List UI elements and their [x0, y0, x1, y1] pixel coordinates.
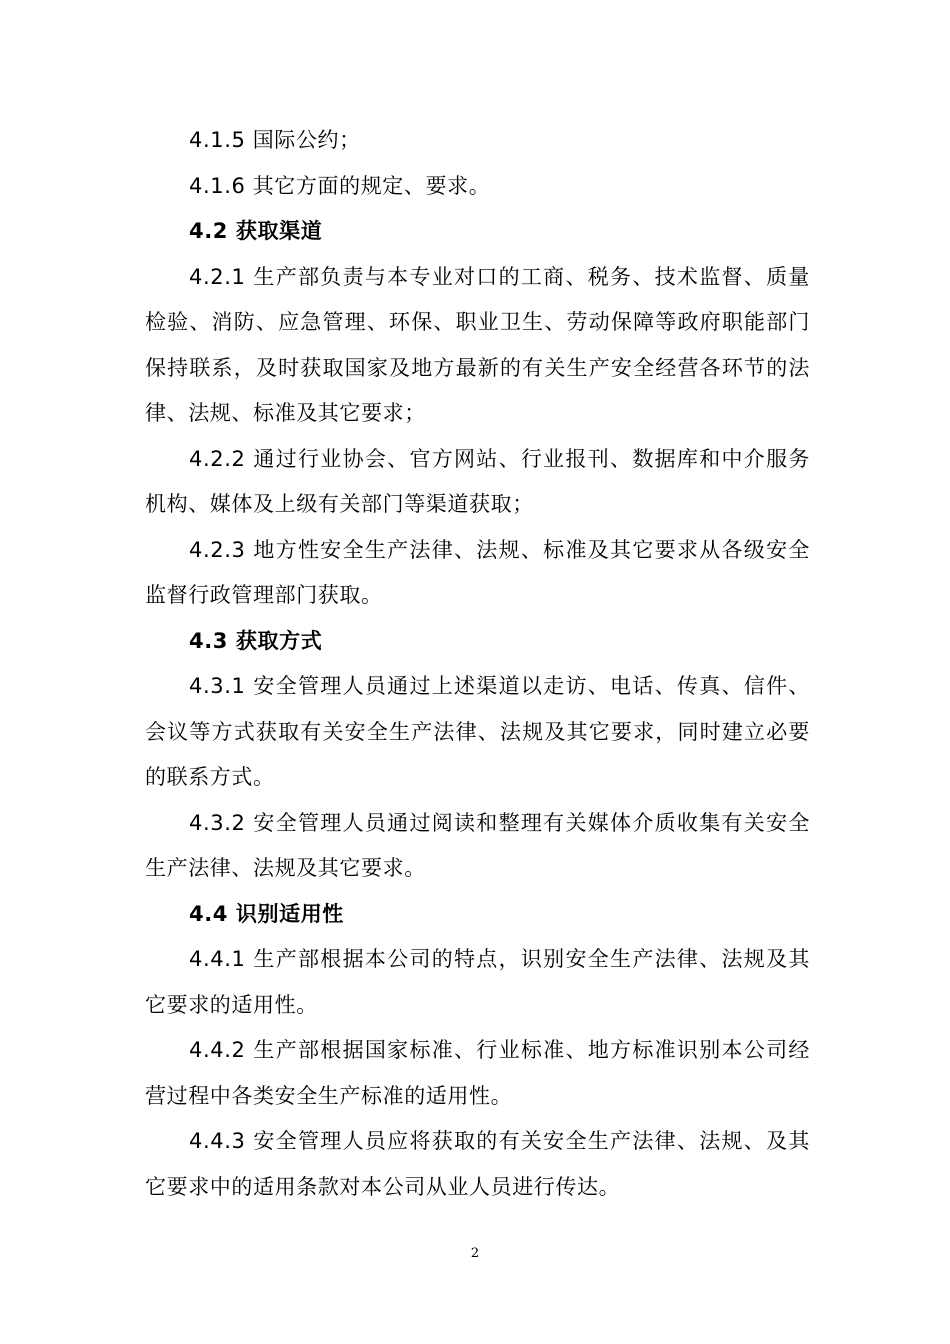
- paragraph-4-2-1: 4.2.1 生产部负责与本专业对口的工商、税务、技术监督、质量检验、消防、应急管理、环保、职业卫生、劳动保障等政府职能部门保持联系，及时获取国家及地方最新的有关生产安全经营各环节的法律、法规、标准及其它要求；: [145, 264, 810, 425]
- paragraph-4-1-6: 4.1.6 其它方面的规定、要求。: [189, 173, 491, 198]
- paragraph-4-2-2: 4.2.2 通过行业协会、官方网站、行业报刊、数据库和中介服务机构、媒体及上级有关部门等渠道获取；: [145, 446, 810, 516]
- paragraph-4-2-3: 4.2.3 地方性安全生产法律、法规、标准及其它要求从各级安全监督行政管理部门获取。: [145, 537, 810, 607]
- paragraph-4-3-1: 4.3.1 安全管理人员通过上述渠道以走访、电话、传真、信件、会议等方式获取有关安全生产法律、法规及其它要求，同时建立必要的联系方式。: [145, 674, 810, 789]
- page-number: 2: [470, 1246, 480, 1261]
- document-body: [145, 118, 810, 1210]
- section-heading-4-2: 4.2 获取渠道: [189, 219, 323, 243]
- paragraph-4-3-2: 4.3.2 安全管理人员通过阅读和整理有关媒体介质收集有关安全生产法律、法规及其它要求。: [145, 810, 810, 880]
- paragraph-4-4-3: 4.4.3 安全管理人员应将获取的有关安全生产法律、法规、及其它要求中的适用条款对本公司从业人员进行传达。: [145, 1129, 810, 1199]
- paragraph-4-4-2: 4.4.2 生产部根据国家标准、行业标准、地方标准识别本公司经营过程中各类安全生产标准的适用性。: [145, 1038, 810, 1108]
- section-heading-4-3: 4.3 获取方式: [189, 628, 323, 653]
- paragraph-4-4-1: 4.4.1 生产部根据本公司的特点，识别安全生产法律、法规及其它要求的适用性。: [145, 947, 810, 1017]
- section-heading-4-4: 4.4 识别适用性: [189, 901, 344, 926]
- paragraph-4-1-5: 4.1.5 国际公约；: [189, 128, 361, 152]
